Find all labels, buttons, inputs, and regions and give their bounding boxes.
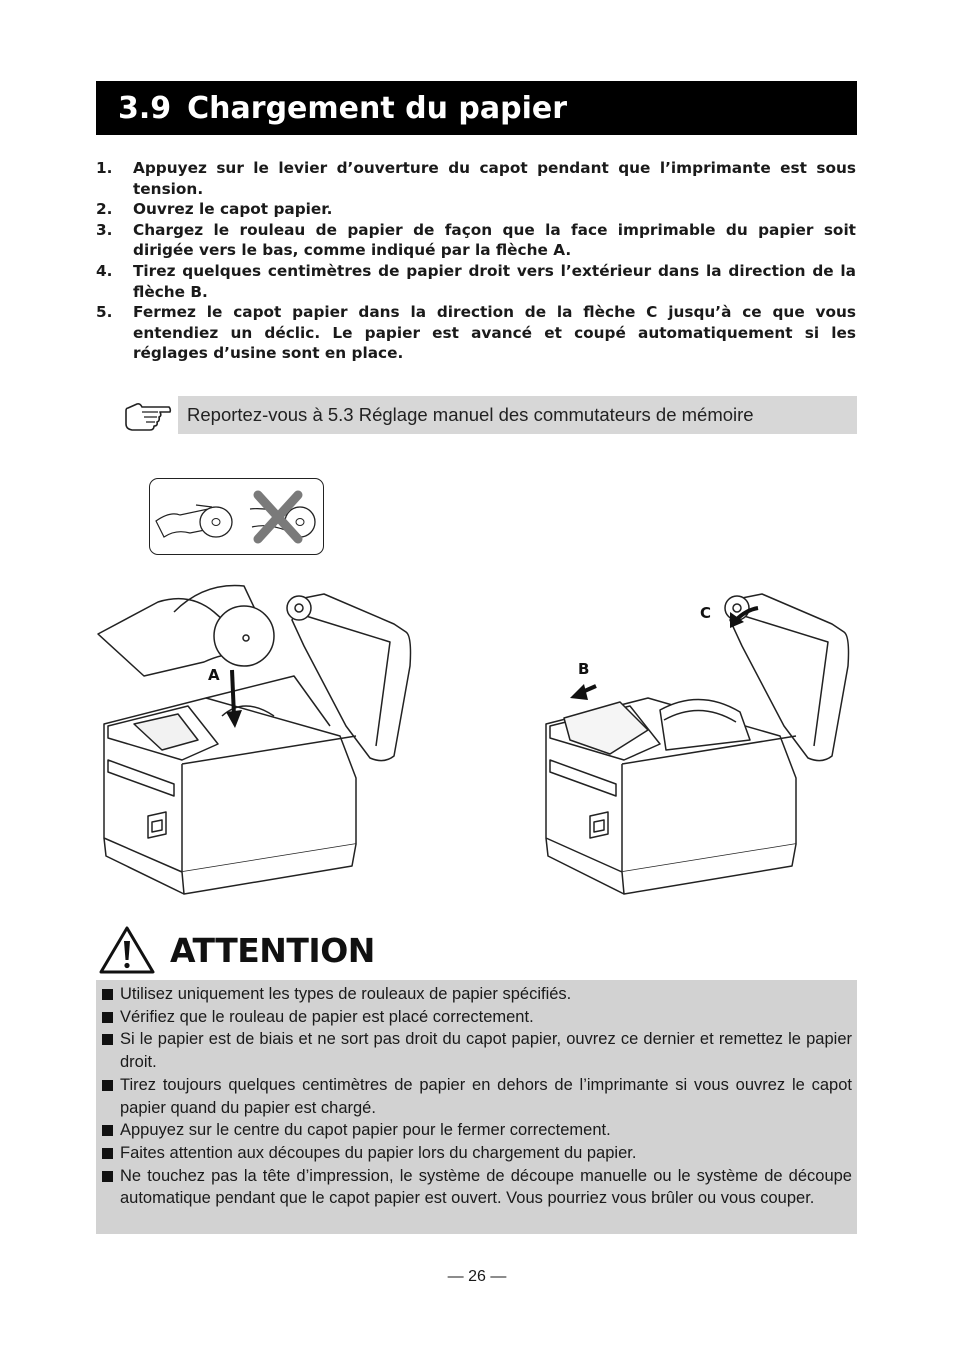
step-text: Appuyez sur le levier d’ouverture du capot pendant que l’imprimante est sous tension. <box>133 159 856 198</box>
reference-text: Reportez-vous à 5.3 Réglage manuel des commutateurs de mémoire <box>178 396 857 434</box>
printer-open-loading-illustration <box>94 576 414 900</box>
roll-orientation-illustration <box>150 479 322 553</box>
section-number: 3.9 <box>118 90 172 126</box>
page-number: — 26 — <box>447 1268 507 1285</box>
step-item <box>96 261 856 302</box>
step-item <box>96 302 856 364</box>
caution-item: Tirez toujours quelques centimètres de papier en dehors de l’imprimante si vous ouvrez le capot papier quand du papier est chargé. <box>102 1074 852 1119</box>
arrow-label-c: C <box>700 604 712 622</box>
caution-item: Utilisez uniquement les types de rouleaux de papier spécifiés. <box>102 983 852 1006</box>
bullet-square-icon <box>102 989 113 1000</box>
caution-item: Faites attention aux découpes du papier lors du chargement du papier. <box>102 1142 852 1165</box>
step-text: Tirez quelques centimètres de papier droit vers l’extérieur dans la direction de la flèche B. <box>133 261 856 301</box>
caution-item: Vérifiez que le rouleau de papier est placé correctement. <box>102 1006 852 1029</box>
caution-item: Appuyez sur le centre du capot papier pour le fermer correctement. <box>102 1119 852 1142</box>
bullet-square-icon <box>102 1148 113 1159</box>
bullet-square-icon <box>102 1034 113 1045</box>
step-text: Fermez le capot papier dans la direction de la flèche C jusqu’à ce que vous entendiez un déclic. Le papier est avancé et coupé automatiquement si les réglages d’usine sont en place. <box>133 303 856 363</box>
step-number: 1. <box>96 159 113 177</box>
step-number: 5. <box>96 303 113 322</box>
bullet-square-icon <box>102 1171 113 1182</box>
printer-paper-loaded-illustration <box>540 580 860 900</box>
arrow-label-a: A <box>208 666 220 684</box>
step-item <box>96 199 856 220</box>
attention-title: ATTENTION <box>170 930 375 970</box>
bullet-square-icon <box>102 1012 113 1023</box>
roll-orientation-box <box>149 478 324 555</box>
step-item <box>96 220 856 261</box>
step-text: Ouvrez le capot papier. <box>133 200 333 219</box>
step-item <box>96 158 856 199</box>
caution-item: Si le papier est de biais et ne sort pas droit du capot papier, ouvrez ce dernier et remettez le papier droit. <box>102 1028 852 1073</box>
arrow-label-b: B <box>578 660 590 678</box>
reference-note <box>124 396 857 434</box>
bullet-square-icon <box>102 1080 113 1091</box>
bullet-square-icon <box>102 1125 113 1136</box>
section-title: Chargement du papier <box>187 90 568 126</box>
caution-item: Ne touchez pas la tête d’impression, le système de découpe manuelle ou le système de découpe automatique pendant que le capot papier est ouvert. Vous pourriez vous brûler ou vous couper. <box>102 1165 852 1210</box>
attention-heading <box>98 924 375 976</box>
caution-list <box>102 983 852 1210</box>
incorrect-roll-illustration <box>250 495 315 539</box>
correct-roll-illustration <box>156 505 232 537</box>
pointing-hand-icon <box>124 398 172 432</box>
section-header <box>96 81 857 135</box>
step-number: 3. <box>96 220 113 239</box>
step-number: 4. <box>96 261 113 280</box>
caution-box <box>96 980 857 1234</box>
steps-list <box>96 158 856 364</box>
step-text: Chargez le rouleau de papier de façon que la face imprimable du papier soit dirigée vers le bas, comme indiqué par la flèche A. <box>133 220 856 260</box>
warning-triangle-icon <box>98 925 156 975</box>
step-number: 2. <box>96 200 113 219</box>
